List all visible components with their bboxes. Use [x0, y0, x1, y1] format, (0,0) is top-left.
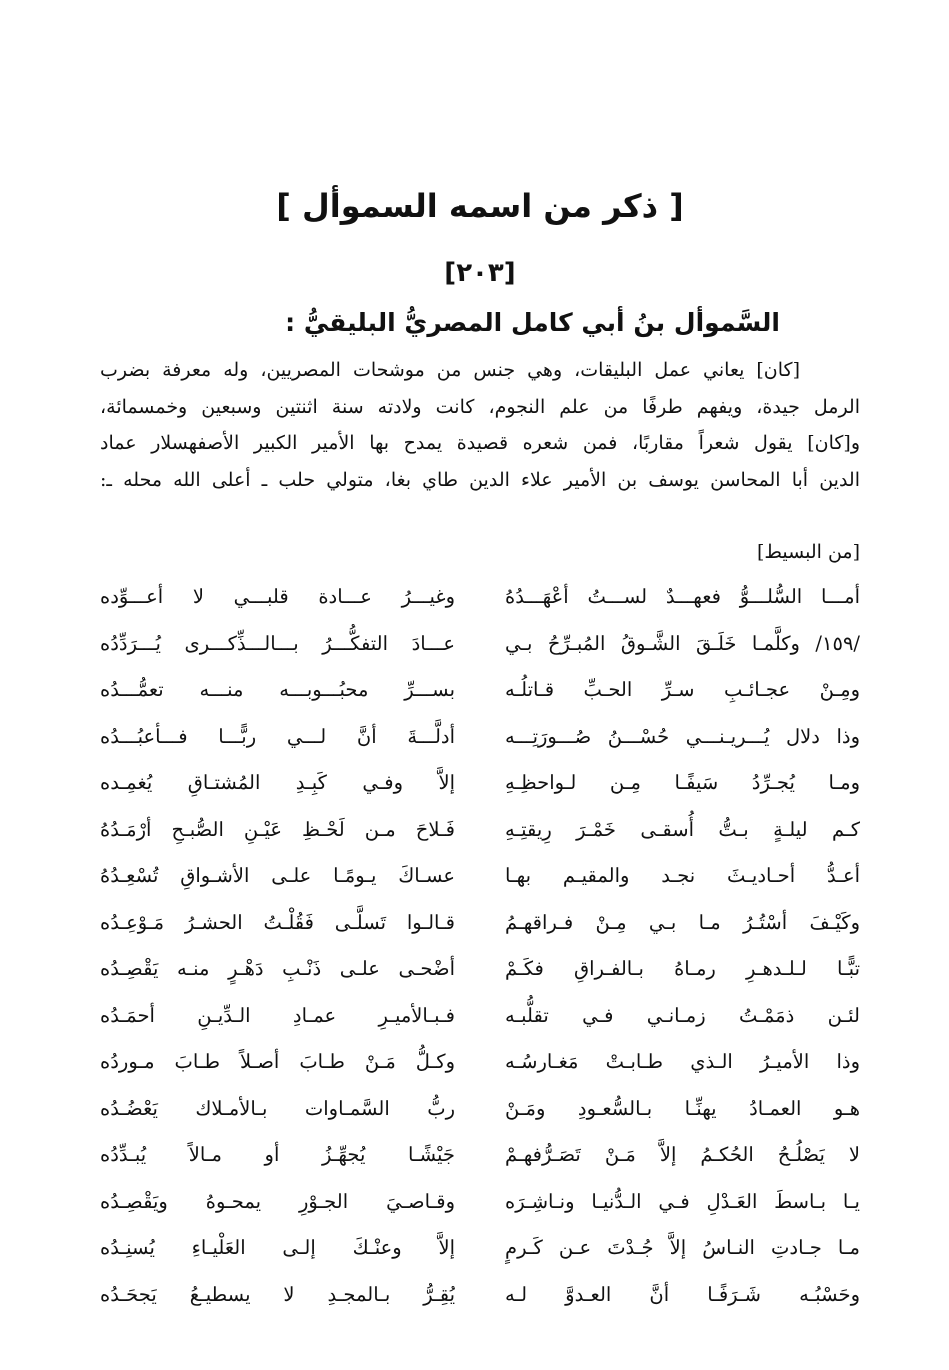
- verse: [100, 946, 860, 993]
- verse: [100, 993, 860, 1040]
- prose-line: الدين أبا المحاسن يوسف بن الأمير علاء الدين طاي بغا، متولي حلب ـ أعلى الله محله ـ:: [100, 468, 860, 491]
- first-hemistich: كـم ليلـةٍ بـتُّ أُسقـى خَمْـرَ رِيقتِـهِ: [505, 817, 860, 841]
- first-hemistich: هـو العمـادُ يهنِّـا بـالسُّعـودِ ومَـنْ: [505, 1096, 860, 1120]
- verse: [100, 574, 860, 621]
- first-hemistich: مـا جـادتِ النـاسُ إلاَّ جُـدْتَ عـن كَـرمٍ: [505, 1236, 860, 1259]
- second-hemistich: أضْحـى علـى ذَنْـبِ دَهْـرٍ منـه يَقْصِـدُه: [100, 957, 455, 980]
- first-hemistich: ومِـنْ عجـائـبِ سـرِّ الحـبِّ قـاتلُـه: [505, 678, 860, 701]
- second-hemistich: عسـاكَ يـومًـا علـى الأشـواقِ تُسْعِـدُهُ: [100, 864, 455, 887]
- second-hemistich: قـالـوا تَسلَّـى فَقُلْـتُ الحشـرُ مَـوْعِـدُه: [100, 910, 455, 934]
- verse: [100, 1225, 860, 1272]
- prose-line: [كان] يعاني عمل البليقات، وهي جنس من موشحات المصريين، وله معرفة بضرب: [100, 359, 800, 381]
- first-hemistich: وذا الأميـرُ الـذي طـابـتْ مَغـارسُـه: [505, 1050, 860, 1073]
- biography-paragraph: [100, 352, 860, 498]
- second-hemistich: وغيـــرُ عـــادة قلبـــي لا أعـــوِّده: [100, 585, 455, 608]
- second-hemistich: ربُّ السَّمـاوات بـالأمـلاك يَعْضُـدُه: [100, 1096, 455, 1120]
- verse: [100, 714, 860, 761]
- second-hemistich: وكـلُّ مَـنْ طـابَ أصـلاً طـابَ مـوردُه: [100, 1050, 455, 1073]
- second-hemistich: يُقِـرُّ بـالمجـدِ لا يسطيـعُ يَجحَـدُه: [100, 1282, 455, 1306]
- poem: [100, 574, 860, 1318]
- verse: [100, 621, 860, 668]
- first-hemistich: تبًّـا لـلـدهـرِ رمـاهُ بـالفـراقِ فكَـمْ: [505, 957, 860, 980]
- verse: [100, 1272, 860, 1319]
- verse: [100, 667, 860, 714]
- second-hemistich: أدلَّـــةَ أنَّ لـــي ربًّـــا فـــأعبُـــدُه: [100, 724, 455, 748]
- second-hemistich: فـبـالأميـرِ عمـادِ الـدِّيـنِ أحمَـدُه: [100, 1003, 455, 1027]
- first-hemistich: أعـدُّ أحـاديـثَ نجـد والمقيـم بهـا: [505, 864, 860, 887]
- second-hemistich: بســـرِّ محبُـــوبـــه منـــه تعمُّـــدُه: [100, 678, 455, 701]
- prose-line: و[كان] يقول شعراً مقاربًا، فمن شعره قصيدة يمدح بها الأمير الكبير الأصفهسلار عماد: [100, 432, 860, 454]
- first-hemistich: ومـا يُجـرِّدُ سَيفًـا مِـن لـواحظِـهِ: [505, 771, 860, 794]
- verse: [100, 900, 860, 947]
- verse: [100, 1132, 860, 1179]
- verse: [100, 1039, 860, 1086]
- entry-name: السَّموأل بنُ أبي كامل المصريُّ البليقيُّ :: [285, 308, 780, 337]
- first-hemistich: يـا بـاسطَ العَـدْلِ فـي الـدُّنيـا ونـاشِـرَه: [505, 1189, 860, 1213]
- verse: [100, 853, 860, 900]
- book-page: [100, 0, 860, 1370]
- first-hemistich: وكَيْـفَ أسْتُـرُ مـا بـي مِـنْ فـراقهـمُ: [505, 910, 860, 934]
- verse: [100, 1086, 860, 1133]
- first-hemistich: /١٥٩/ وكلَّمـا خَلَـقَ الشَّـوقُ المُبـرِّحُ بـي: [505, 631, 860, 655]
- entry-number: [٢٠٣]: [444, 258, 516, 288]
- second-hemistich: وقـاصـيَ الجـوْرِ يمحـوهُ ويَقْصِـدُه: [100, 1189, 455, 1213]
- first-hemistich: وذا دلال يُـــريـنـــي حُسْـــنُ صُـــورَتِـــه: [505, 724, 860, 748]
- prose-line: الرمل جيدة، ويفهم طرفًا من علم النجوم، كانت ولادته سنة اثنتين وسبعين وخمسمائة،: [100, 395, 860, 418]
- first-hemistich: لا يَصْلُـحُ الحُكـمُ إلاَّ مَـنْ تَصَـرُّفهـمْ: [505, 1143, 860, 1166]
- first-hemistich: لئـن ذمَمْـتُ زمـانـي فـي تقلُّبـه: [505, 1003, 860, 1027]
- meter-label: [من البسيط]: [756, 541, 860, 563]
- first-hemistich: وحَسْبُـه شَـرَفًـا أنَّ العـدوَّ لـه: [505, 1282, 860, 1306]
- second-hemistich: عـــادَ التفكُّـــرُ بـــالـــذِّكـــرى يُـــرَدِّدُه: [100, 631, 455, 655]
- section-heading: [ ذكر من اسمه السموأل ]: [276, 187, 684, 225]
- verse: [100, 1179, 860, 1226]
- first-hemistich: أمـــا السُّلـــوُّ فعهـــدٌ لســـتُ أعْهَـــدُهُ: [505, 585, 860, 608]
- second-hemistich: جَيْشًـا يُجهِّـزُ أو مـالاً يُبـدِّدُه: [100, 1143, 455, 1166]
- verse: [100, 807, 860, 854]
- verse: [100, 760, 860, 807]
- second-hemistich: إلاَّ وفـي كَبِـدِ المُشتـاقِ يُغمِـده: [100, 771, 455, 794]
- second-hemistich: إلاَّ وعنْـكَ إلـى العَلْيـاءِ يُسنِـدُه: [100, 1236, 455, 1259]
- second-hemistich: فَـلاحَ مـن لَحْـظِ عَيْـنِ الصُّبـحِ أرْمَـدُهُ: [100, 817, 455, 841]
